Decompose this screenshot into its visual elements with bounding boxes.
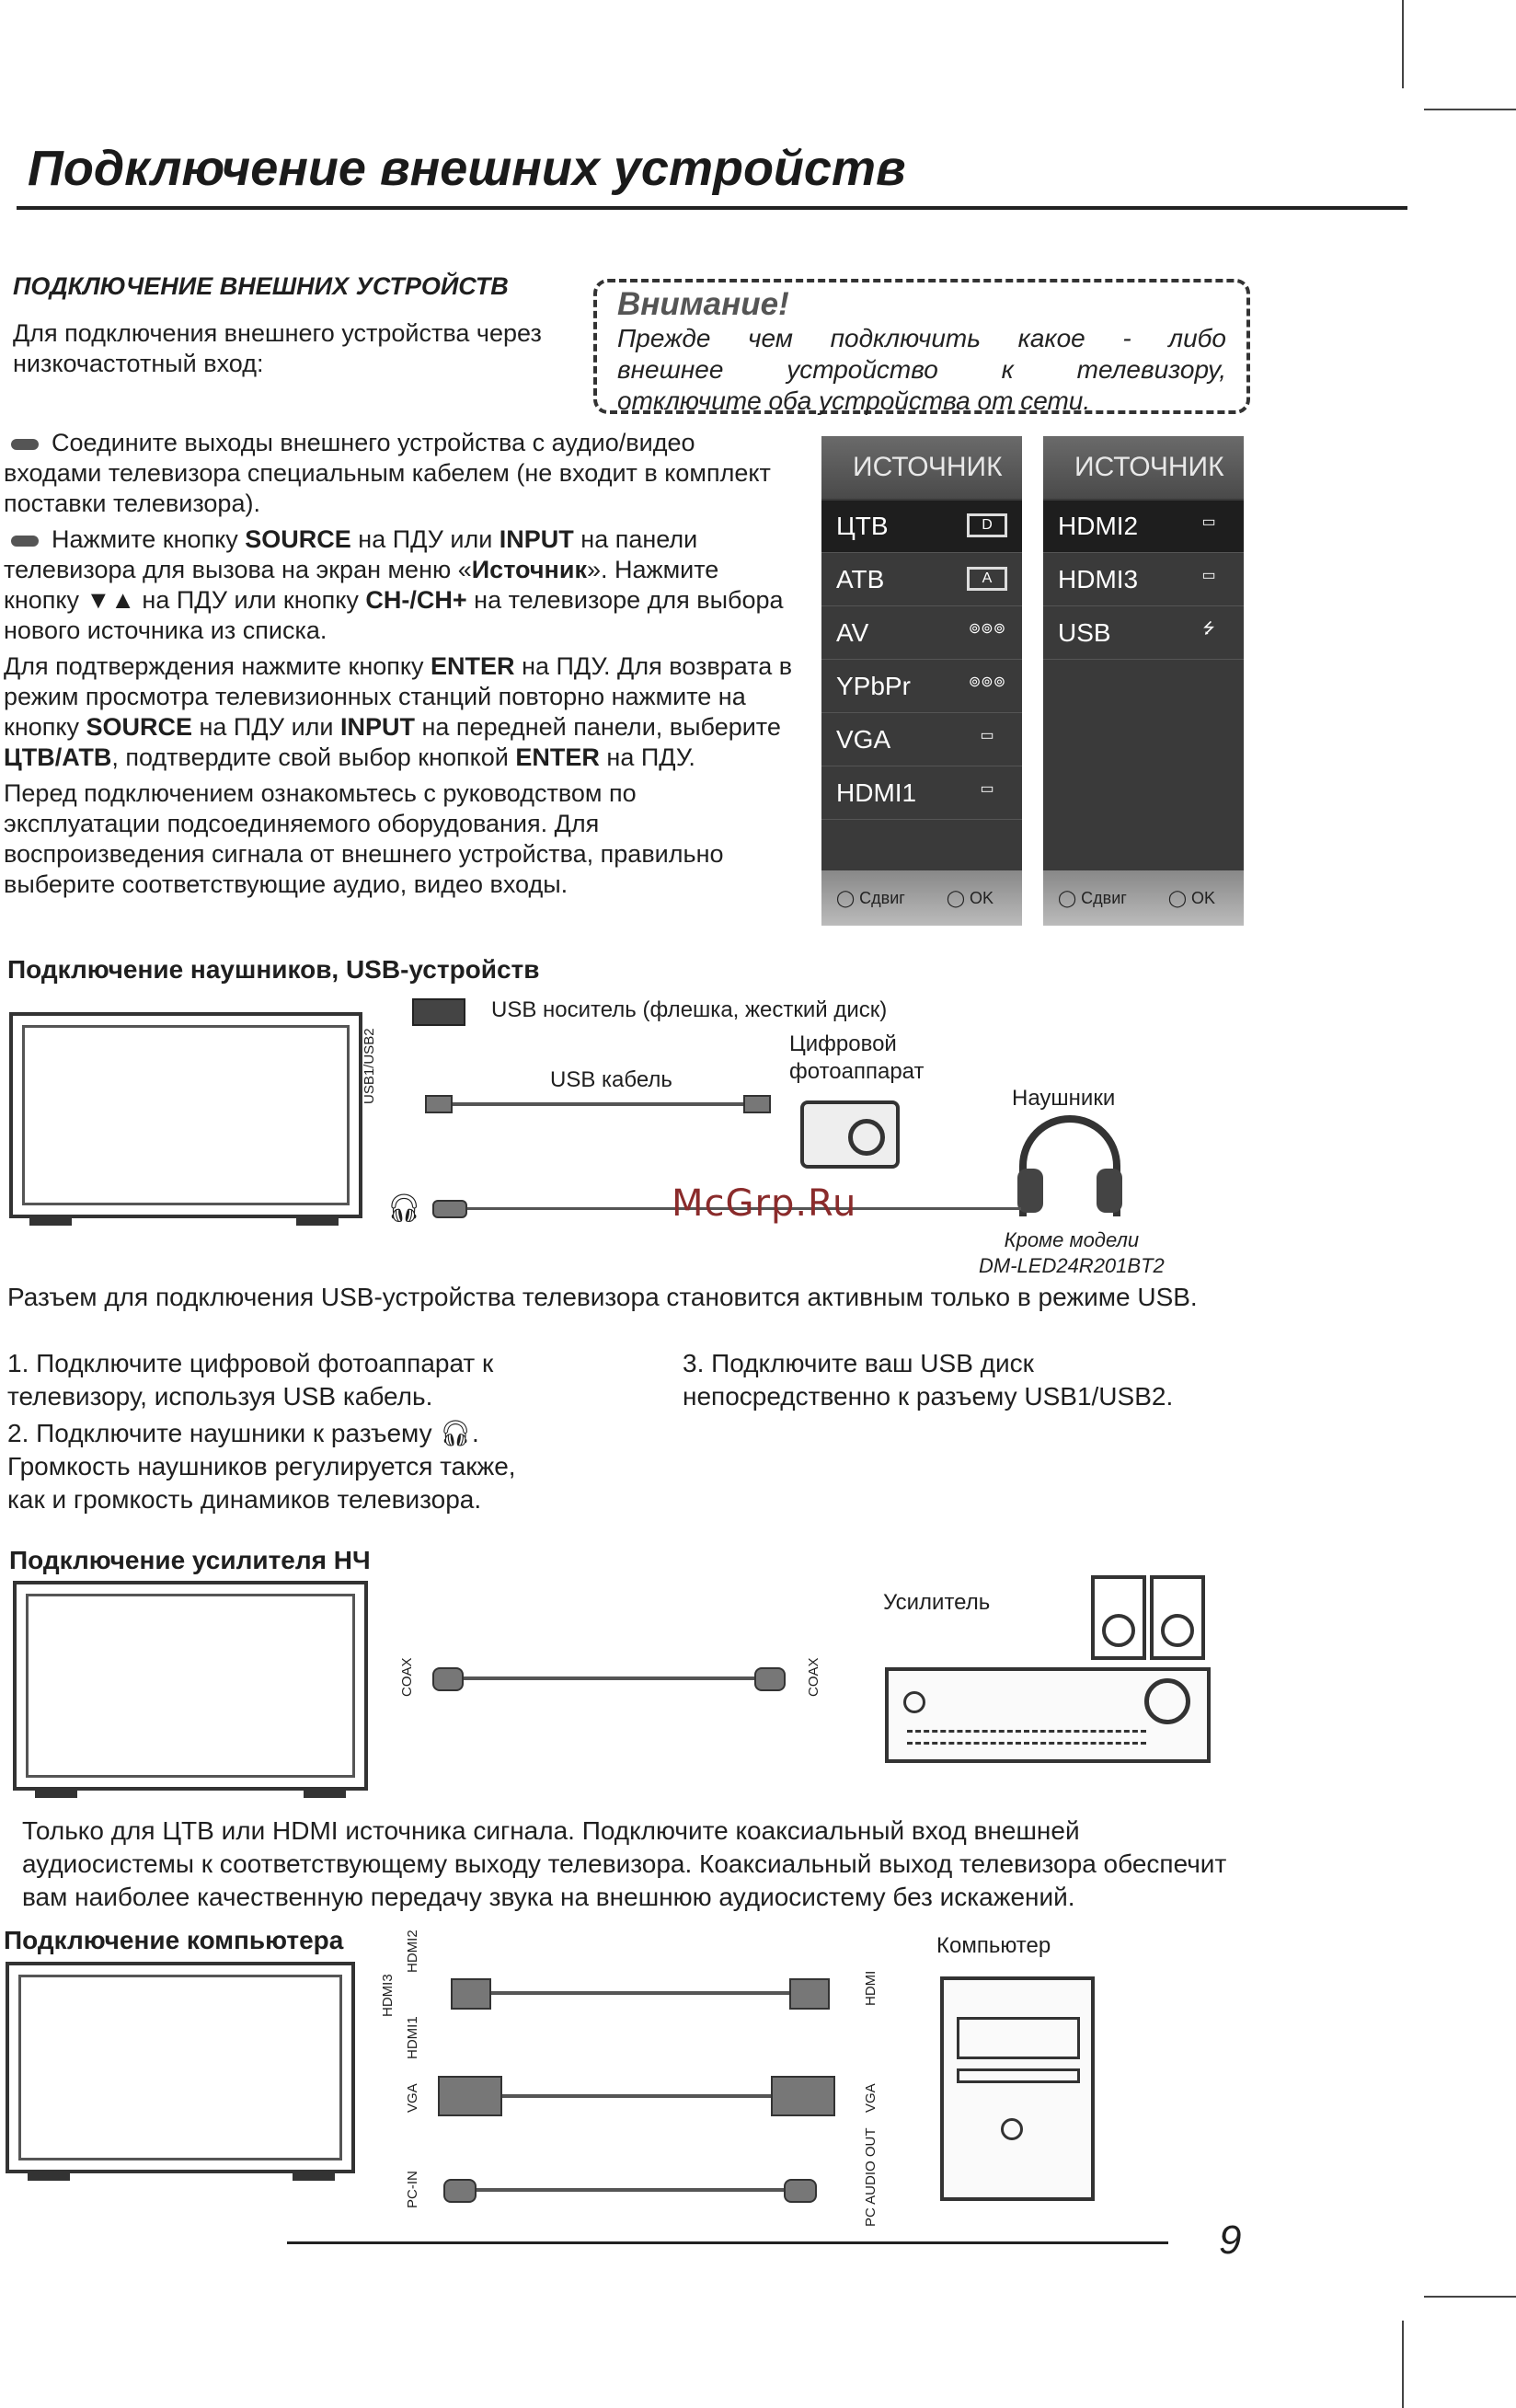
page-number: 9 [1219,2218,1242,2263]
usb-icon: ⭍ [1202,621,1215,637]
tv-leg [304,1789,346,1798]
instructions-text [4,428,797,905]
usb-port-label: USB1/USB2 [362,1028,377,1104]
tv-leg [29,1216,72,1226]
section-heading-amp: Подключение усилителя НЧ [9,1546,371,1574]
section-intro: Для подключения внешнего устройства через низкочастотный вход: [13,319,542,377]
av-icon: ⊚⊚⊚ [968,621,1006,637]
atv-icon: A [967,567,1007,591]
confirm-paragraph: Для подтверждения нажмите кнопку ENTER на ПДУ. Для возврата в режим просмотра телевизионных станций повторно нажмите на кнопку SOURCE на ПДУ или INPUT на передней панели, выберите ЦТВ/АТВ, подтвердите свой выбор кнопкой ENTER на ПДУ. [4,652,793,771]
usb-step-2: 2. Подключите наушники к разъему 🎧︎. Громкость наушников регулируется также, как и громкость динамиков телевизора. [7,1419,516,1514]
usb-cable [447,1102,747,1106]
usb-cable-label: USB кабель [550,1067,672,1092]
audio-plug-left [443,2179,477,2203]
pc-audio-out-label: PC AUDIO OUT [863,2127,879,2227]
title-underline [17,206,1407,210]
manual-paragraph: Перед подключением ознакомьтесь с руководством по эксплуатации подсоединяемого оборудования. Для воспроизведения сигнала от внешнего устройства, правильно выберите соответствующие аудио, видео входы. [4,779,724,898]
ok-icon: ◯ [1167,889,1188,907]
camera-icon [800,1100,900,1169]
speaker-icon [1091,1575,1146,1660]
ok-icon: ◯ [946,889,966,907]
usb-step-3: 3. Подключите ваш USB диск непосредственно к разъему USB1/USB2. [683,1349,1174,1411]
menu-footer [821,870,1022,926]
headphone-jack-icon: 🎧︎ [386,1193,422,1224]
vga-plug-right [771,2076,835,2116]
vga-plug-left [438,2076,502,2116]
amplifier-icon [885,1667,1211,1763]
headphone-plug [432,1200,467,1218]
amp-note: Только для ЦТВ или HDMI источника сигнала. Подключите коаксиальный вход внешней аудиосистемы к соответствующему выходу телевизора. Коаксиальный выход телевизора обеспечит вам наиболее качественную передачу звука на внешнюю аудиосистему без искажений. [22,1816,1227,1911]
section-heading-external: ПОДКЛЮЧЕНИЕ ВНЕШНИХ УСТРОЙСТВ [13,272,509,300]
warning-line-1: Прежде чем подключить какое - либо [617,324,1226,352]
move-icon: ◯ [836,889,856,907]
ok-label: OK [1191,889,1216,907]
crop-mark-top-h [1424,109,1516,110]
coax-plug-right [754,1667,786,1691]
ypbpr-icon: ⊚⊚⊚ [968,674,1006,690]
menu-item-usb[interactable]: USB ⭍ [1043,607,1244,660]
menu-item-hdmi2[interactable]: HDMI2 ▭ [1043,501,1244,553]
warning-line-2: внешнее устройство к телевизору, [617,355,1226,384]
tv-illustration-pc [6,1962,355,2173]
usb-step-1: 1. Подключите цифровой фотоаппарат к телевизору, используя USB кабель. [7,1349,494,1411]
hdmi-plug-right [789,1978,830,2010]
section-heading-usb: Подключение наушников, USB-устройств [7,955,540,984]
tv-illustration-usb [9,1012,362,1218]
coax-cable [451,1676,764,1680]
bullet-step-2: Нажмите кнопку SOURCE на ПДУ или INPUT на панели телевизора для вызова на экран меню «Источник». Нажмите кнопку ▼▲ на ПДУ или кнопку CH-/CH+ на телевизоре для выбора нового источника из списка. [4,525,784,644]
usb-plug-left [425,1095,453,1113]
ok-label: OK [970,889,994,907]
menu-item-ypbpr[interactable]: YPbPr ⊚⊚⊚ [821,661,1022,713]
section-heading-pc: Подключение компьютера [4,1926,344,1954]
speaker-icon [1150,1575,1205,1660]
crop-mark-bottom-h [1424,2296,1516,2298]
warning-line-3: отключите оба устройства от сети. [617,386,1091,415]
coax-right-label: COAX [806,1657,821,1697]
vga-icon: ▭ [980,728,994,743]
headphones-icon [1019,1115,1120,1216]
usb-note: Разъем для подключения USB-устройства телевизора становится активным только в режиме USB. [7,1283,1198,1311]
menu-item-hdmi1[interactable]: HDMI1 ▭ [821,767,1022,820]
menu-header: ИСТОЧНИК [1043,436,1244,499]
coax-plug-left [432,1667,464,1691]
amp-label: Усилитель [883,1590,991,1615]
footer-rule [287,2241,1168,2244]
menu-item-atv[interactable]: АТВ A [821,554,1022,606]
coax-left-label: COAX [399,1657,415,1697]
tv-illustration-amp [13,1581,368,1791]
tv-leg [28,2172,70,2181]
watermark: McGrp.Ru [672,1182,857,1225]
audio-cable [469,2188,791,2192]
usb-media-label: USB носитель (флешка, жесткий диск) [491,997,888,1022]
camera-label: Цифровой фотоаппарат [789,1031,925,1084]
audio-plug-right [784,2179,817,2203]
menu-item-vga[interactable]: VGA ▭ [821,714,1022,766]
menu-header: ИСТОЧНИК [821,436,1022,499]
dtv-icon: D [967,513,1007,537]
hdmi3-label: HDMI3 [380,1974,396,2017]
menu-item-hdmi3[interactable]: HDMI3 ▭ [1043,554,1244,606]
hdmi-icon: ▭ [980,781,994,797]
computer-label: Компьютер [936,1933,1051,1958]
move-label: Сдвиг [859,889,905,907]
move-icon: ◯ [1058,889,1077,907]
usb-stick-icon [412,998,465,1026]
vga-cable [497,2094,773,2098]
source-menu-left [821,436,1022,926]
hdmi-icon: ▭ [1201,568,1216,583]
warning-box [593,279,1250,414]
tv-leg [296,1216,339,1226]
pc-in-label: PC-IN [405,2171,420,2208]
headphone-icon: 🎧︎ [439,1419,472,1447]
bullet-icon [11,439,39,450]
tv-leg [293,2172,335,2181]
source-menu-right [1043,436,1244,926]
vga-right-label: VGA [863,2083,879,2113]
tv-leg [35,1789,77,1798]
hdmi-cable [478,1991,791,1995]
hdmi-icon: ▭ [1201,514,1216,530]
except-model-note: Кроме модели DM-LED24R201BT2 [979,1228,1165,1277]
bullet-icon [11,536,39,547]
usb-plug-right [743,1095,771,1113]
computer-tower-icon [940,1976,1095,2201]
menu-item-av[interactable]: AV ⊚⊚⊚ [821,607,1022,660]
bullet-step-1: Соедините выходы внешнего устройства с аудио/видео входами телевизора специальным кабелем (не входит в комплект поставки телевизора). [4,429,771,517]
crop-mark-bottom [1402,2321,1404,2408]
menu-item-dtv[interactable]: ЦТВ D [821,501,1022,553]
headphones-label: Наушники [1012,1086,1116,1111]
hdmi1-label: HDMI1 [405,2016,420,2059]
menu-footer [1043,870,1244,926]
vga-left-label: VGA [405,2083,420,2113]
warning-title: Внимание! [617,286,789,322]
hdmi2-label: HDMI2 [405,1930,420,1973]
move-label: Сдвиг [1081,889,1127,907]
page-title: Подключение внешних устройств [28,141,906,196]
hdmi-plug-left [451,1978,491,2010]
crop-mark-top [1402,0,1404,88]
hdmi-right-label: HDMI [863,1970,879,2006]
